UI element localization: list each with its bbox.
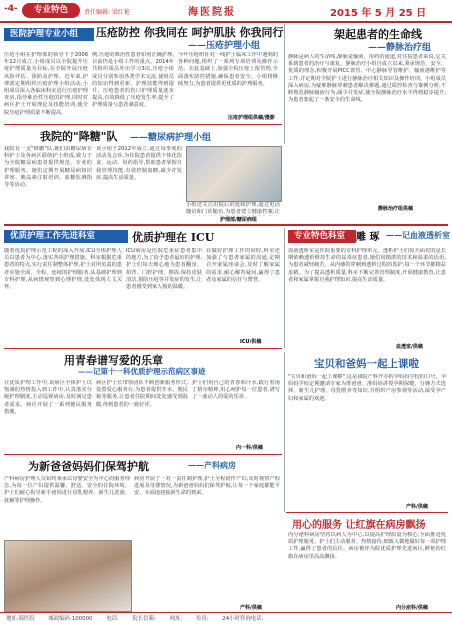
- article-hemodialysis: 血液透析室是医院重要的专科护理单元。透析护士们每天面对的是长期依赖透析维持生命的尿毒症患者,她们用精湛的技术和温柔的话语,为患者减轻痛苦。从内瘘的穿刺到透析过程的监护,每一个环节都精益求精。为了提高透析质量,科室不断完善管理制度,开展健康教育,让患者和家属掌握自我护理知识,提高生活质量。: [288, 248, 446, 283]
- divider: [4, 348, 282, 349]
- headline-youth-love: 用青春谱写爱的乐章: [64, 354, 163, 367]
- article-obstetrics-col1: 产科病房护理人员始终秉承以母婴安全为中心的服务理念,为每一位产妇提供温馨、舒适、安全的住院环境。护士们耐心指导新手爸妈进行母乳喂养、新生儿洗澡、抚触等护理操作。: [4, 476, 130, 504]
- column-rule: [284, 24, 285, 144]
- footer-item: 网址:: [169, 616, 183, 622]
- byline-hemodialysis: ——记血液透析室: [386, 230, 450, 240]
- article-youth-love-col3: 护士们用自己的青春和汗水,践行着南丁格尔精神,用心呵护每一位患者,谱写了一曲动人的爱的乐章。: [192, 380, 280, 401]
- footer-item: 邮政编码:100000: [48, 616, 93, 622]
- sign-pressure-ulcer: 压疮护理组供稿/摄影: [228, 115, 275, 121]
- article-icu-col3: 在做好护理工作的同时,科室还加强了与患者家属的沟通,定期召开家属座谈会,及时了解家属的需求,耐心解答疑问,赢得了患者及家属的信任与赞誉。: [206, 248, 280, 283]
- footer-item: 24小时咨询电话:: [222, 616, 264, 622]
- headline-prenatal-class: 宝贝和爸妈一起上课啦: [314, 358, 419, 370]
- sign-obstetrics: 产科/供稿: [240, 605, 262, 611]
- section-bar-quality-care: 优质护理工作先进科室: [4, 230, 128, 243]
- byline-youth-love: ——记第十一科优质护理示范病区事迹: [78, 367, 206, 376]
- headline-diabetes: 我院的"降糖"队: [40, 130, 118, 143]
- diabetes-photo: [186, 146, 282, 202]
- section-bar-nursing-groups: 医院护理专业小组: [4, 28, 94, 41]
- paper-name: 海医院报: [188, 7, 236, 18]
- divider: [4, 224, 448, 226]
- footer-item: 院长信箱:: [132, 616, 156, 622]
- divider: [4, 124, 282, 125]
- headline-iv-therapy: 架起患者的生命线: [334, 28, 422, 41]
- article-pressure-ulcer-col1: 压疮小组在护理部的领导下于2006年12月成立,小组成员以全院提升压疮护理质量为目标,在全院开展压疮风险评估、预防及护理。近年来,护理部定期组织压疮护理小组活动,小组成员深入各临床科室进行压疮护理查房,指导难治性压疮的护理,同时对病区护士开展理论及技能培训,使全院压疮护理质量不断提高。: [4, 52, 88, 116]
- footer-item: 传真:: [195, 616, 209, 622]
- byline-diabetes: ——糖尿病护理小组: [130, 133, 212, 143]
- sign-diabetes: 护理部/糖尿病组: [220, 217, 257, 223]
- article-iv-therapy: 静脉是病人的生命线,静脉是输液、用药的通道,对住院患者来说,它关系到患者的治疗与康复。静脉治疗小组自成立以来,秉承规范、安全、优质的理念,积极开展PICC置管、中心静脉导管维护、输液港维护等工作,并定期对全院护士进行静脉治疗相关知识及操作培训。小组成员深入病房,为疑难静脉穿刺患者解决难题,通过质控检查与案例分析,不断规范静脉输液行为,减少并发症,使全院静脉治疗水平得到稳步提升,为患者架起了一条安全的生命线。: [288, 54, 446, 104]
- footer-item: 地址:海医院: [6, 616, 35, 622]
- headline-hemodialysis: 雕 琢: [356, 232, 380, 243]
- article-diabetes-col1: 我院有一支"降糖"队,她们由糖尿病专科护士及各病区联络护士组成,致力于为全院糖尿病患者提供规范、专业的护理服务。她们定期开展糖尿病知识讲座、胰岛素注射培训、血糖监测指导等活动。: [4, 146, 92, 189]
- byline-obstetrics: ——产科病房: [188, 460, 236, 470]
- article-youth-love-col1: 在优质护理工作中,该病区全体护士以饱满的热情投入到工作中,认真落实分级护理制度,主动巡视病房,及时满足患者需求。病区开展了一系列便民服务措施。: [4, 380, 92, 415]
- article-youth-love-col2: 病区护士长带领团队不断创新服务形式,设置爱心服务台,为患者提供开水、便民箱等服务,让患者住院期间处处感受到温暖,得到患者的一致好评。: [96, 380, 188, 408]
- article-diabetes-col2: 该小组于2012年成立,通过每季度的活动及会诊,为住院患者提供个体化饮食、运动、用药指导,帮助患者掌握自我管理技能,有效控制血糖,减少并发症,提高生活质量。: [96, 146, 182, 181]
- article-obstetrics-col2: 病房开展了一对一责任制护理,护士全程陪伴产妇,及时观察产程进展及母婴情况,为新爸爸妈妈们保驾护航,让每一个家庭都能平安、幸福地迎接新生命的到来。: [134, 476, 280, 497]
- article-pressure-ulcer-col3: 今年压疮组针对一线护士临床工作中遇到的各种问题,组织了一系列专项培训及操作示范。在此基础上,加强全院压疮上报管理,全面落实防控措施,确保患者安全。小组将继续努力,为患者提供更优质的护理服务。: [178, 52, 278, 87]
- divider: [4, 454, 282, 455]
- article-red-flag: 内分泌科病房坚持以病人为中心,以提高护理质量为核心,全面推进优质护理服务。护士们主动服务、热情接待,细致入微地做好每一项护理工作,赢得了患者的信任。病房被评为院优质护理先进病区,鲜艳的红旗在病房里高高飘扬。: [288, 532, 446, 560]
- column-rule: [284, 352, 285, 512]
- sign-prenatal-class: 产科/供稿: [406, 504, 428, 510]
- article-diabetes-col3: 小组还关注出院后的延续护理,通过电话随访和门诊随访,为患者建立健康档案,让: [186, 202, 280, 216]
- sign-youth-love: 内一科/供稿: [236, 445, 263, 451]
- article-prenatal-class: "宝贝和爸妈一起上课啦",这是我院产科开办的孕妈妈学校的口号。孕妈妈学校定期邀请专家为准爸爸、准妈妈讲授孕期保健、分娩方式选择、新生儿护理、母乳喂养等知识,并组织产房参观等活动,深受孕产妇和家属的欢迎。: [288, 374, 446, 402]
- editor-line: 责任编辑: 梁红艳: [84, 9, 130, 16]
- article-icu-col2: ICU病房是医院危重症患者集中的地方,为了给予患者最好的护理,护士们每天细心地为患者翻身、拍背、口腔护理、擦浴,保持皮肤清洁,预防压疮等并发症的发生,让患者感受到家人般的温暖。: [126, 248, 202, 291]
- sign-hemodialysis: 血透室/供稿: [396, 344, 423, 350]
- article-pressure-ulcer-col2: 例,压疮的难治性患者如何正确护理,目前仍是小组工作的重点。2014年共组织成员外出学习3次,压疮小组成员分别参加各类学术交流,使组员的知识得到更新、护理技能得到提升。压疮患者的伤口护理质量逐步提高,有效降低了压疮发生率,提升了护理质量与患者满意度。: [92, 52, 174, 109]
- sign-iv-therapy: 静脉治疗组供稿: [378, 206, 414, 212]
- column-rule: [284, 228, 285, 348]
- byline-iv-therapy: ——静脉治疗组: [368, 43, 432, 53]
- page-number: -4-: [4, 4, 18, 14]
- obstetrics-photo: [4, 540, 132, 612]
- section-tag: 专业特色: [22, 3, 80, 18]
- divider: [286, 512, 448, 513]
- page-footer: [0, 612, 452, 626]
- section-bar-specialty: 专业特色科室: [288, 230, 356, 243]
- headline-red-flag: 用心的服务 让红旗在病房飘扬: [292, 520, 426, 531]
- headline-obstetrics: 为新爸爸妈妈们保驾护航: [28, 460, 149, 473]
- sign-icu: ICU/供稿: [240, 339, 262, 345]
- footer-item: 电话:: [106, 616, 119, 622]
- headline-icu: 优质护理在 ICU: [132, 231, 215, 244]
- headline-pressure-ulcer: 压疮防控 你我同在 呵护肌肤 你我同行: [96, 26, 284, 39]
- byline-pressure-ulcer: ——压疮护理小组: [188, 41, 261, 51]
- masthead-rule: [0, 21, 452, 23]
- issue-date: 2015 年 5 月 25 日: [330, 8, 427, 19]
- sign-red-flag: 内分泌科/供稿: [396, 605, 428, 611]
- article-icu-col1: 随着优质护理示范工程的深入开展,ICU全体护理人员以患者为中心,落实各项护理措施。科室根据危重患者的特点,实行责任制整体护理,护士对所负责的患者实施全面、全程、连续的护理服务,从基础护理到专科护理,从病情观察到心理护理,处处体现人文关怀。: [4, 248, 122, 291]
